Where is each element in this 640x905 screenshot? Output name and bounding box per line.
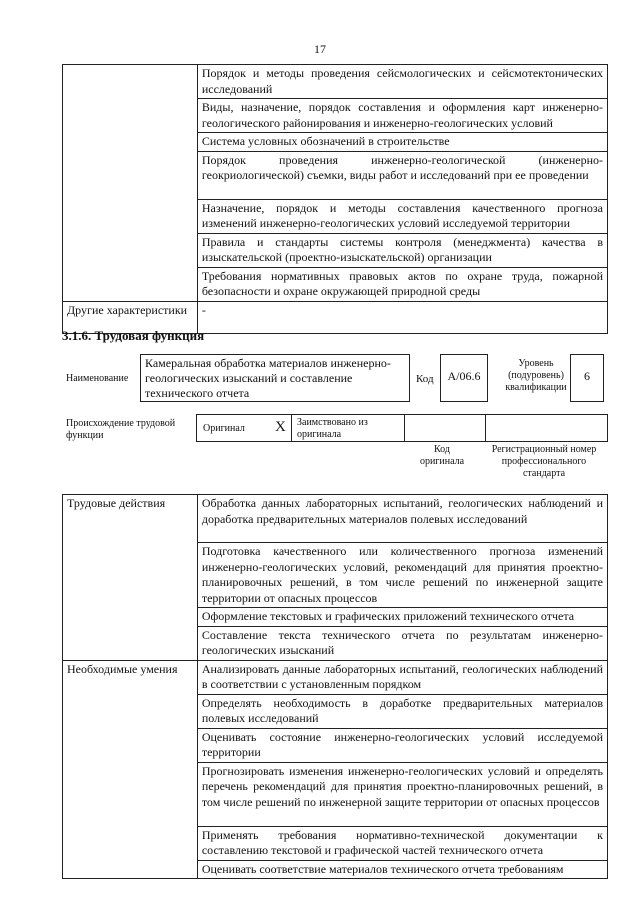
page-number: 17 (314, 42, 326, 56)
code-box (440, 354, 488, 402)
code-original-caption: Код оригинала (419, 444, 465, 467)
skills-label: Необходимые умения (63, 660, 198, 879)
skill-item: Применять требования нормативно-технической документации к составлению текстовой и графической частей технического отчета (197, 826, 607, 860)
action-item: Оформление текстовых и графических приложений технического отчета (197, 608, 607, 627)
code-label: Код (416, 373, 434, 385)
original-mark: X (275, 419, 286, 435)
level-label: Уровень (подуровень) квалификации (505, 358, 567, 393)
actions-label: Трудовые действия (63, 495, 198, 661)
action-item: Составление текста технического отчета по результатам инженерно-геологических изысканий (197, 626, 607, 660)
knowledge-item: Назначение, порядок и методы составления качественного прогноза изменений инженерно-геологических условий исследуемой территории (197, 199, 607, 233)
skill-item: Оценивать состояние инженерно-геологических условий исследуемой территории (197, 728, 607, 762)
function-name-box (140, 354, 410, 402)
section-title: 3.1.6. Трудовая функция (62, 328, 205, 343)
action-item: Обработка данных лабораторных испытаний, геологических наблюдений и доработка предварительных материалов полевых исследований (197, 495, 607, 543)
knowledge-item: Требования нормативных правовых актов по охране труда, пожарной безопасности и охране окружающей природной среды (197, 267, 607, 301)
reg-number-caption: Регистрационный номер профессионального стандарта (491, 444, 597, 479)
borrowed-label: Заимствовано из оригинала (297, 417, 368, 440)
function-table (62, 494, 608, 879)
knowledge-label-cell (63, 65, 198, 302)
knowledge-table (62, 64, 608, 334)
origin-label: Происхождение трудовой функции (66, 418, 176, 441)
level-value: 6 (584, 369, 590, 383)
code-value: А/06.6 (447, 369, 481, 383)
action-item: Подготовка качественного или количественного прогноза изменений инженерно-геологических условий, рекомендаций для принятия проектно-планировочных решений, в том числе решений по инженерной защите территории от опасных процессов (197, 543, 607, 608)
origin-table (196, 414, 608, 442)
level-box (570, 354, 604, 402)
knowledge-item: Порядок и методы проведения сейсмологических и сейсмотектонических исследований (197, 65, 607, 99)
skill-item: Прогнозировать изменения инженерно-геологических условий и определять перечень рекомендаций для принятия проектно-планировочных решений, в том числе решений по инженерной защите территории от опасных процессов (197, 762, 607, 826)
name-label: Наименование (66, 373, 129, 384)
skill-item: Оценивать соответствие материалов технического отчета требованиям (197, 860, 607, 879)
skill-item: Определять необходимость в доработке предварительных материалов полевых исследований (197, 694, 607, 728)
skill-item: Анализировать данные лабораторных испытаний, геологических наблюдений в соответствии с установленным порядком (197, 660, 607, 694)
knowledge-item: Виды, назначение, порядок составления и оформления карт инженерно-геологического районирования и инженерно-геологических условий (197, 99, 607, 133)
function-name: Камеральная обработка материалов инженерно-геологических изысканий и составление технического отчета (145, 356, 391, 400)
knowledge-item: Система условных обозначений в строительстве (197, 133, 607, 152)
original-label: Оригинал (203, 423, 245, 434)
other-characteristics-label: Другие характеристики (63, 301, 198, 333)
knowledge-item: Порядок проведения инженерно-геологической (инженерно-геокриологической) съемки, виды работ и исследований при ее проведении (197, 151, 607, 199)
other-characteristics-value: - (197, 301, 607, 333)
knowledge-item: Правила и стандарты системы контроля (менеджмента) качества в изыскательской (проектно-изыскательской) организации (197, 233, 607, 267)
